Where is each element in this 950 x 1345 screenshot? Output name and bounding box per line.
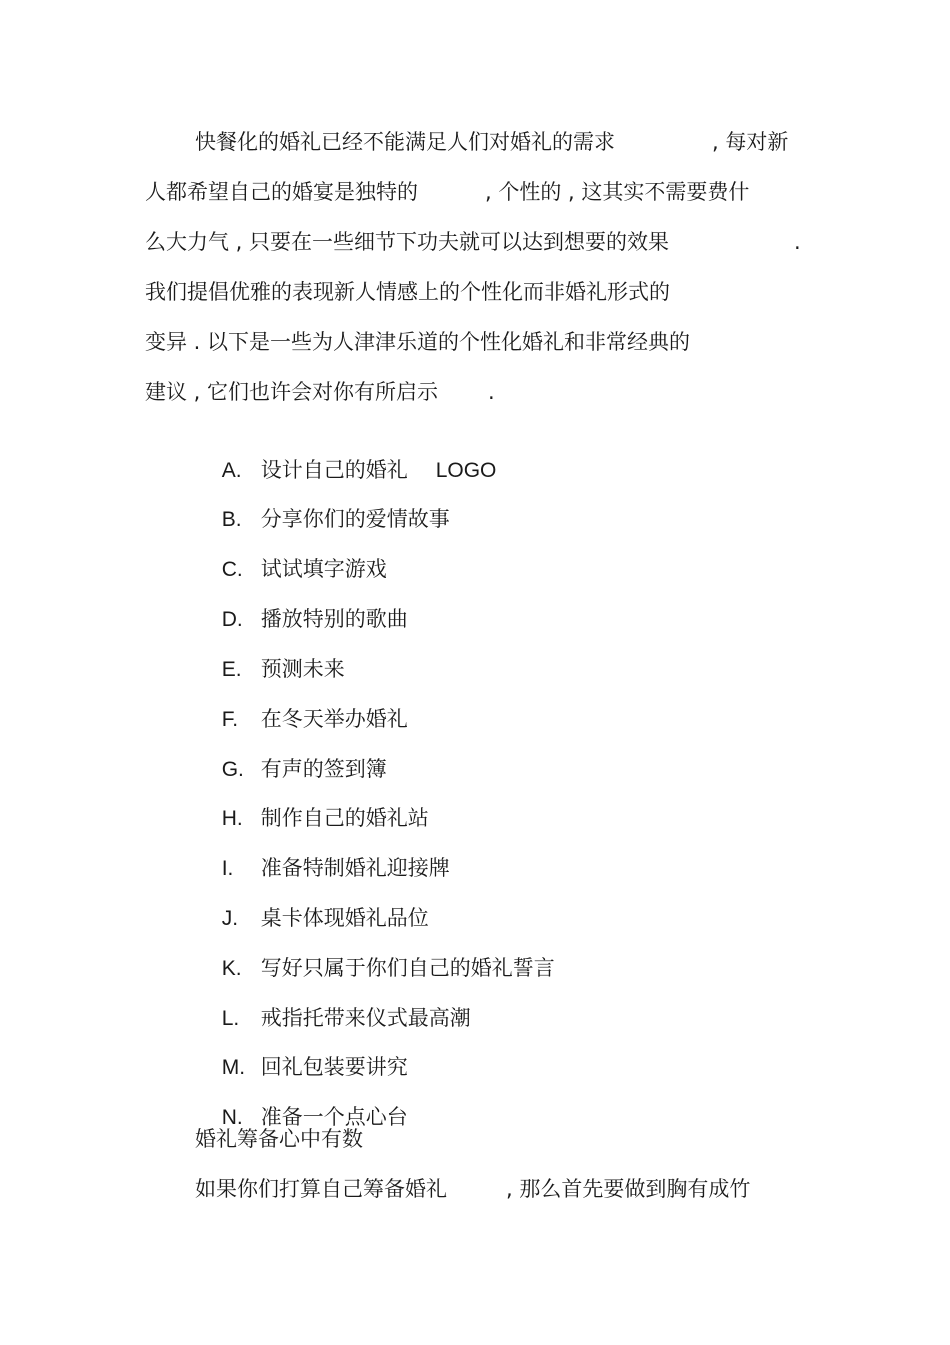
list-item-letter: K. xyxy=(221,957,242,980)
list-item-text: 在冬天举办婚礼 xyxy=(260,707,408,731)
intro-line-1: 快餐化的婚礼已经不能满足人们对婚礼的需求 xyxy=(195,130,615,154)
list-item-letter: L. xyxy=(221,1007,240,1030)
list-item-text: 预测未来 xyxy=(260,657,345,681)
list-item-letter: M. xyxy=(221,1056,246,1079)
intro-line-6-tail: . xyxy=(488,380,495,404)
list-item-letter: I. xyxy=(221,857,234,880)
intro-line-5: 变异 . 以下是一些为人津津乐道的个性化婚礼和非常经典的 xyxy=(145,330,691,354)
intro-line-3-tail: . xyxy=(794,230,801,254)
intro-line-2-tail: , 个性的 , 这其实不需要费什 xyxy=(485,180,750,204)
list-item-text: 设计自己的婚礼 xyxy=(260,458,408,482)
list-item-text: 有声的签到簿 xyxy=(260,757,387,781)
list-item-text: 播放特别的歌曲 xyxy=(260,607,408,631)
closing-line-part1: 如果你们打算自己筹备婚礼 xyxy=(195,1177,447,1201)
intro-line-3: 么大力气 , 只要在一些细节下功夫就可以达到想要的效果 xyxy=(145,230,670,254)
list-item-text: 写好只属于你们自己的婚礼誓言 xyxy=(260,956,555,980)
list-item-letter: G. xyxy=(221,758,244,781)
list-item-letter: H. xyxy=(221,807,243,830)
list-item-text: 回礼包装要讲究 xyxy=(260,1055,408,1079)
list-item-letter: D. xyxy=(221,608,243,631)
list-item-text: 准备一个点心台 xyxy=(260,1105,408,1129)
list-item-letter: A. xyxy=(221,459,242,482)
list-item-extra: LOGO xyxy=(435,459,497,482)
list-item-letter: J. xyxy=(221,907,239,930)
list-item-letter: C. xyxy=(221,558,243,581)
section-heading: 婚礼筹备心中有数 xyxy=(195,1127,363,1151)
list-item-letter: B. xyxy=(221,508,242,531)
intro-line-4: 我们提倡优雅的表现新人情感上的个性化而非婚礼形式的 xyxy=(145,280,670,304)
list-item-text: 桌卡体现婚礼品位 xyxy=(260,906,429,930)
list-item-text: 制作自己的婚礼站 xyxy=(260,806,429,830)
list-item-letter: N. xyxy=(221,1106,243,1129)
list-item-text: 分享你们的爱情故事 xyxy=(260,507,450,531)
intro-line-6: 建议 , 它们也许会对你有所启示 xyxy=(145,380,439,404)
list-item-text: 试试填字游戏 xyxy=(260,557,387,581)
list-item-letter: F. xyxy=(221,708,239,731)
list-item-letter: E. xyxy=(221,658,242,681)
list-item-text: 准备特制婚礼迎接牌 xyxy=(260,856,450,880)
list-item-text: 戒指托带来仪式最高潮 xyxy=(260,1006,471,1030)
intro-line-1-tail: , 每对新 xyxy=(712,130,789,154)
intro-line-2: 人都希望自己的婚宴是独特的 xyxy=(145,180,418,204)
closing-line-part2: , 那么首先要做到胸有成竹 xyxy=(506,1177,751,1201)
